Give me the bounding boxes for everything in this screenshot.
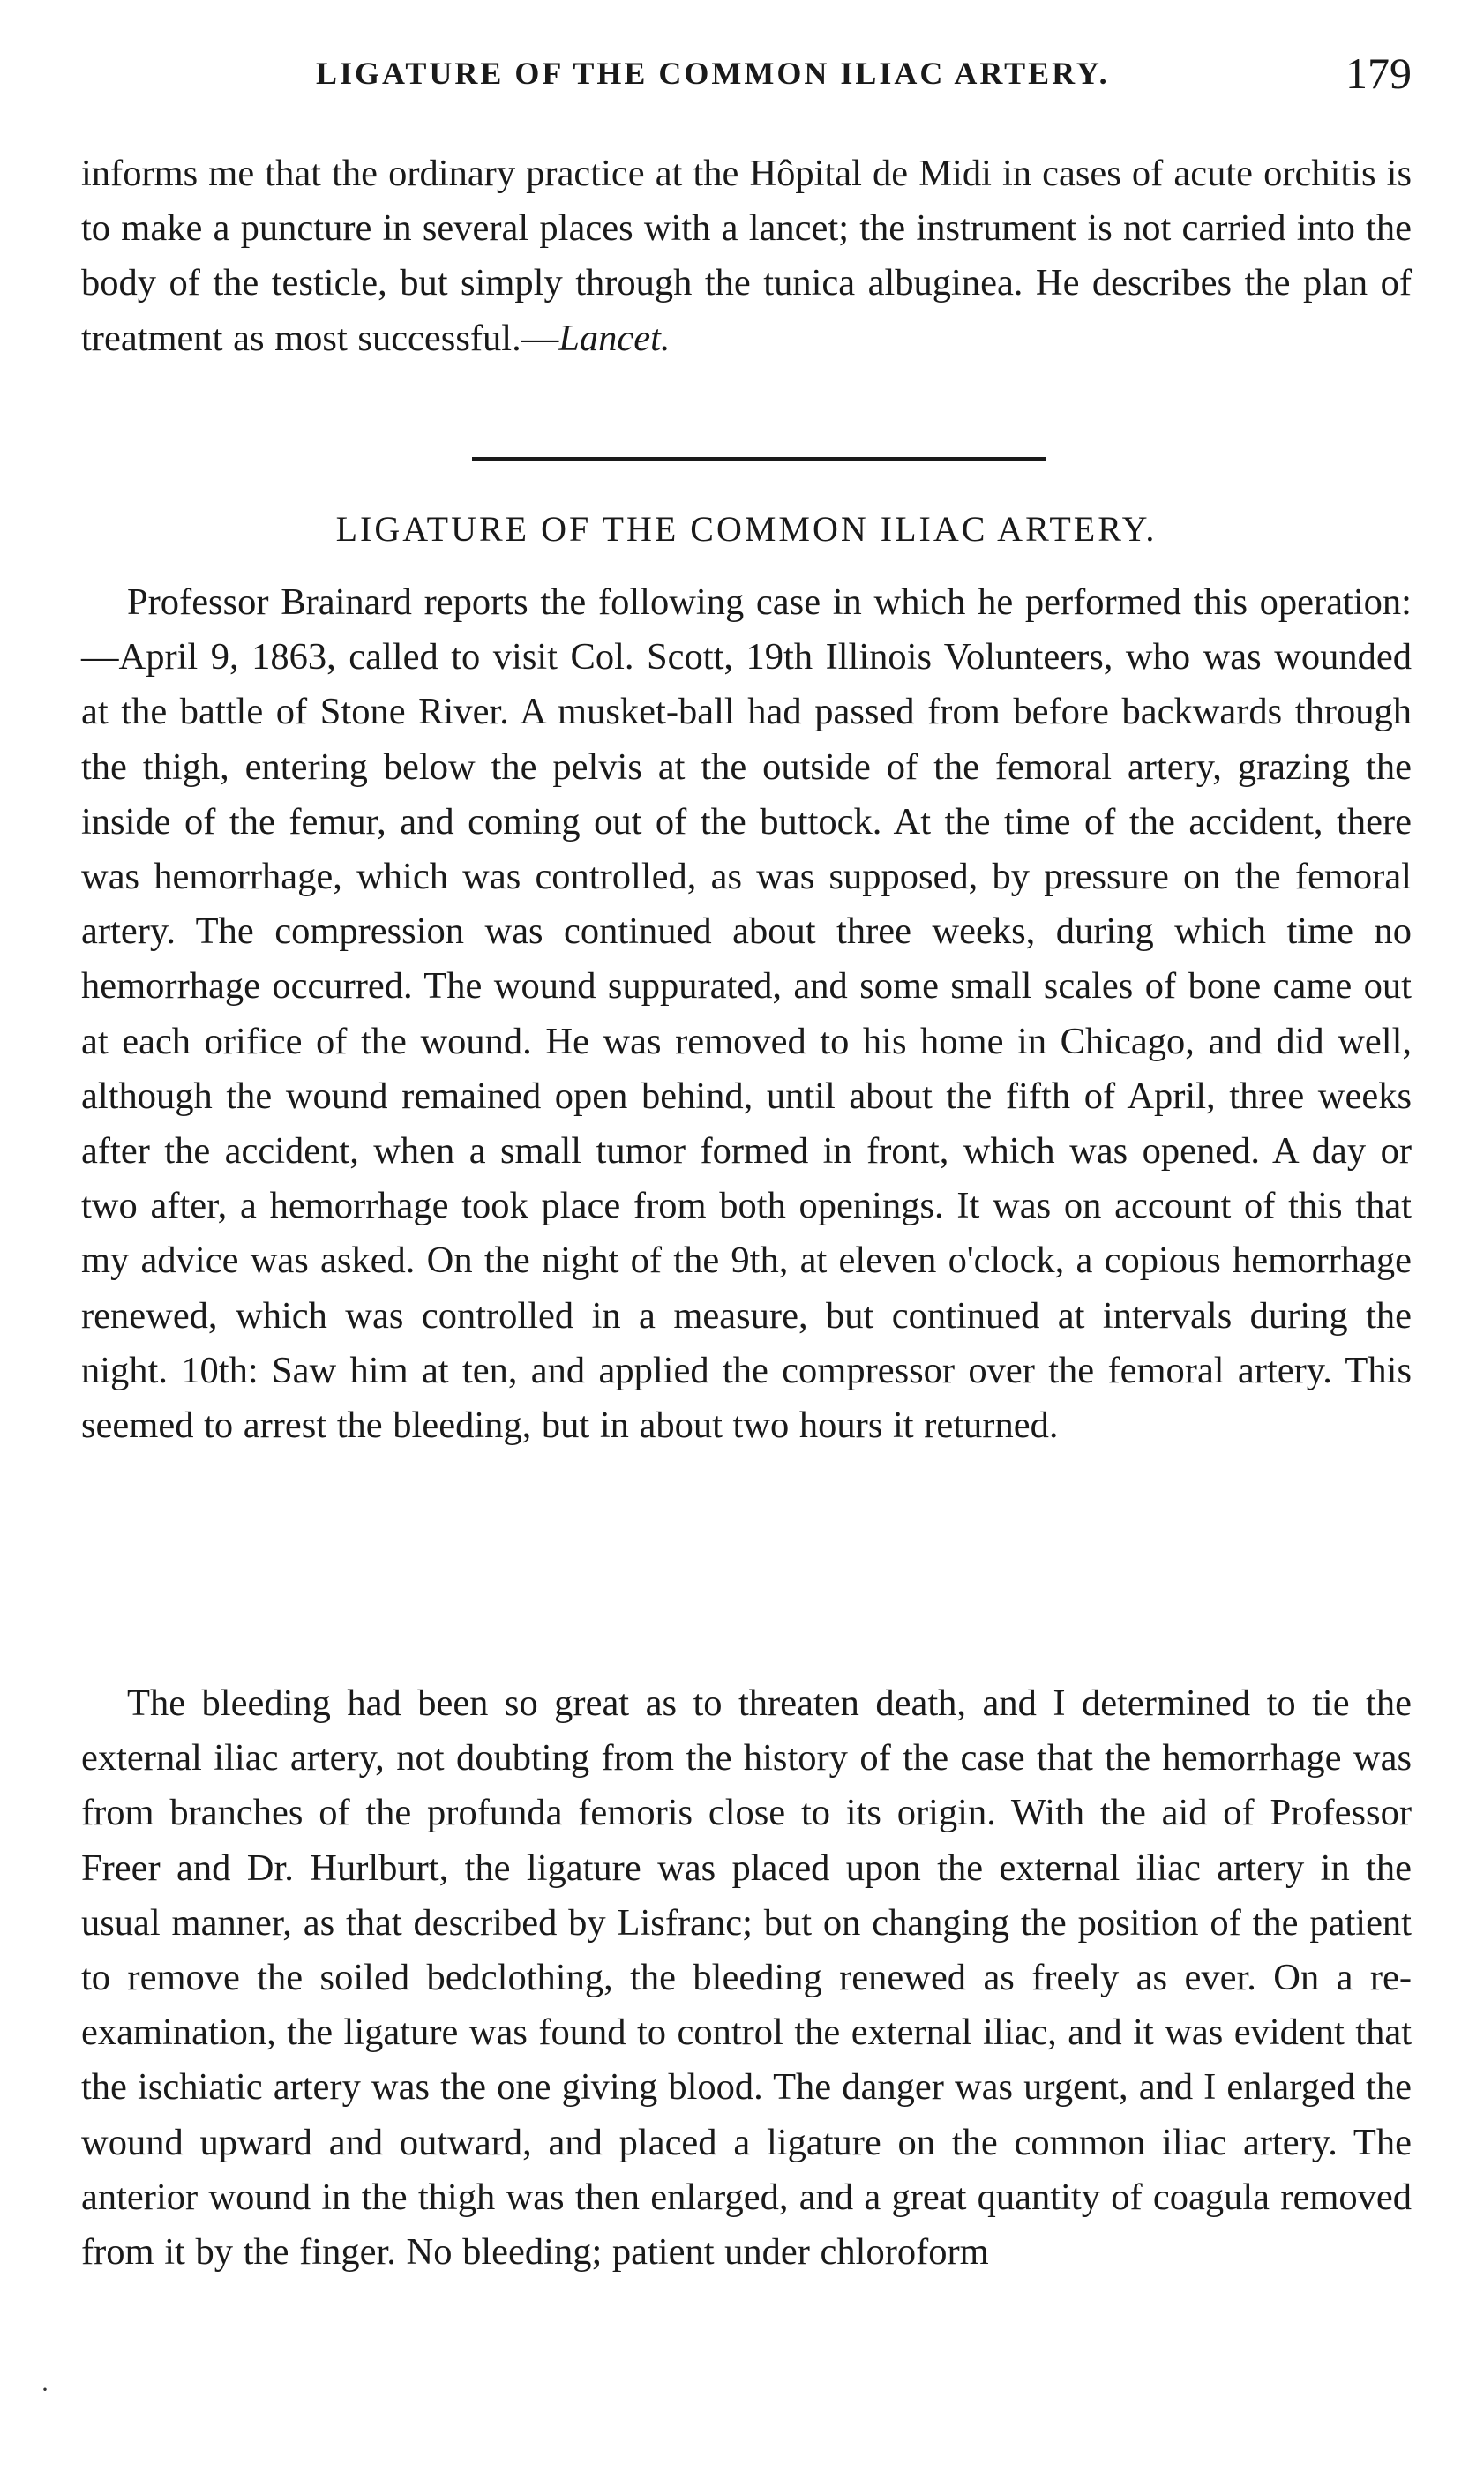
- case-report-paragraph-2-block: [81, 1676, 1412, 2280]
- section-heading: LIGATURE OF THE COMMON ILIAC ARTERY.: [335, 509, 1158, 549]
- running-head: [97, 49, 1412, 108]
- lead-paragraph: [81, 146, 1412, 366]
- source-citation: Lancet.: [558, 317, 671, 359]
- running-title: LIGATURE OF THE COMMON ILIAC ARTERY.: [316, 56, 1110, 91]
- case-report-paragraph-1: Professor Brainard reports the following case in which he performed this operation:—April 9, 1863, called to visit Col. Scott, 19th Illinois Volunteers, who was wounded at the battle of Stone River. A musket-ball had passed from before backwards through the thigh, entering below the pelvis at the outside of the femoral artery, grazing the inside of the femur, and coming out of the buttock. At the time of the accident, there was hemorrhage, which was controlled, as was supposed, by pressure on the femoral artery. The compression was continued about three weeks, during which time no hemorrhage occurred. The wound suppurated, and some small scales of bone came out at each orifice of the wound. He was removed to his home in Chicago, and did well, although the wound remained open behind, until about the fifth of April, three weeks after the accident, when a small tumor formed in front, which was opened. A day or two after, a hemorrhage took place from both openings. It was on account of this that my advice was asked. On the night of the 9th, at eleven o'clock, a copious hemorrhage renewed, which was controlled in a measure, but continued at intervals during the night. 10th: Saw him at ten, and applied the compressor over the femoral artery. This seemed to arrest the bleeding, but in about two hours it returned.: [81, 581, 1412, 1447]
- lead-paragraph-block: [81, 146, 1412, 366]
- case-report-paragraph-1-block: [81, 575, 1412, 1453]
- lead-text: informs me that the ordinary practice at the Hôpital de Midi in cases of acute orchitis is to make a puncture in several places with a lancet; the instrument is not carried into the body of the testicle, but simply through the tunica albuginea. He describes the plan of treatment as most successful.—: [81, 153, 1412, 359]
- section-divider: [472, 457, 1046, 461]
- margin-dot: ·: [41, 2375, 49, 2404]
- case-report-paragraph-2: The bleeding had been so great as to threaten death, and I determined to tie the external iliac artery, not doubting from the history of the case that the hemorrhage was from branches of the profunda femoris close to its origin. With the aid of Professor Freer and Dr. Hurlburt, the ligature was placed upon the external iliac artery in the usual manner, as that described by Lisfranc; but on changing the position of the patient to remove the soiled bedclothing, the bleeding renewed as freely as ever. On a re-examination, the ligature was found to control the external iliac, and it was evident that the ischiatic artery was the one giving blood. The danger was urgent, and I enlarged the wound upward and outward, and placed a ligature on the common iliac artery. The anterior wound in the thigh was then enlarged, and a great quantity of coagula removed from it by the finger. No bleeding; patient under chloroform: [81, 1682, 1412, 2274]
- page-number: 179: [1345, 49, 1412, 98]
